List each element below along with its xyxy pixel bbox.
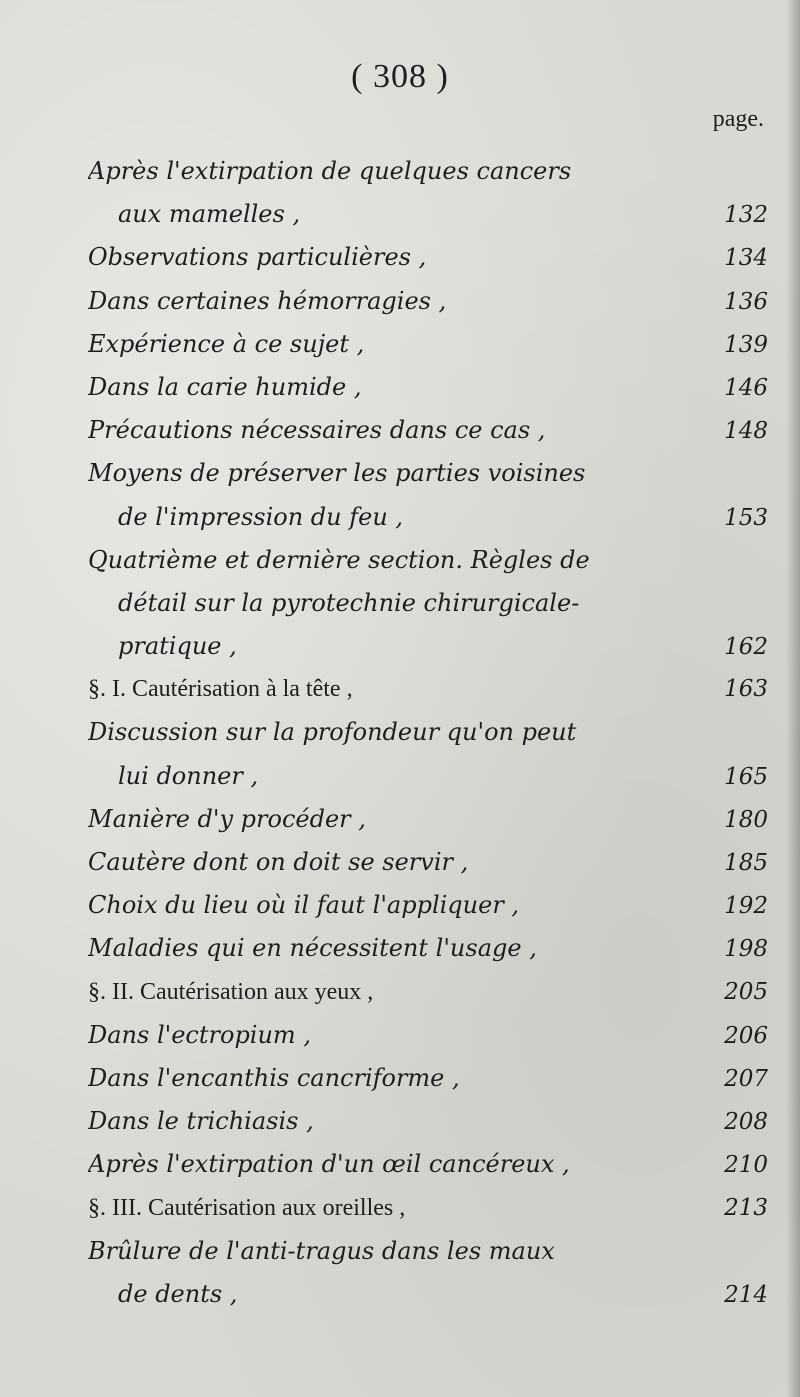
toc-entry <box>88 668 768 711</box>
toc-page-number: 214 <box>724 1281 768 1308</box>
toc-entry-line <box>88 280 768 323</box>
toc-entry <box>88 323 768 366</box>
toc-page-number: 136 <box>724 288 768 315</box>
toc-entry <box>88 452 768 538</box>
toc-entry-text: de dents , <box>118 1279 238 1308</box>
toc-entry-line <box>88 971 768 1014</box>
toc-entry-text: §. II. Cautérisation aux yeux , <box>88 978 374 1005</box>
toc-entry-line <box>88 193 768 236</box>
toc-entry-text: Dans le trichiasis , <box>88 1107 314 1136</box>
toc-entry-text: aux mamelles , <box>118 200 301 229</box>
toc-entry-text: Précautions nécessaires dans ce cas , <box>88 416 546 445</box>
toc-page-number: 207 <box>724 1065 768 1092</box>
toc-entry-line <box>88 366 768 409</box>
toc-entry-line <box>88 236 768 279</box>
toc-entry <box>88 280 768 323</box>
page-number-header: ( 308 ) <box>351 58 449 95</box>
toc-entry-text: de l'impression du feu , <box>118 502 404 531</box>
toc-page-number: 139 <box>724 331 768 358</box>
toc-entry-line <box>88 1014 768 1057</box>
toc-entry-text: pratique , <box>118 632 237 661</box>
toc-entry <box>88 1187 768 1230</box>
toc-page-number: 132 <box>724 202 768 229</box>
toc-entry-line <box>88 927 768 970</box>
table-of-contents <box>88 150 768 1316</box>
toc-entry-line <box>88 1273 768 1316</box>
toc-page-number: 153 <box>724 504 768 531</box>
toc-page-number: 208 <box>724 1109 768 1136</box>
toc-entry-line <box>88 841 768 884</box>
page-column-label: page. <box>712 106 764 132</box>
page-edge-shadow <box>786 0 800 1397</box>
toc-entry-line <box>88 539 768 582</box>
toc-entry <box>88 409 768 452</box>
toc-entry-text: Dans certaines hémorragies , <box>88 286 447 315</box>
toc-entry <box>88 971 768 1014</box>
toc-page-number: 146 <box>724 374 768 401</box>
toc-page-number: 162 <box>724 634 768 661</box>
toc-entry <box>88 366 768 409</box>
toc-entry-text: Quatrième et dernière section. Règles de <box>88 545 590 574</box>
toc-entry-line <box>88 582 768 625</box>
toc-entry-line <box>88 884 768 927</box>
toc-entry <box>88 884 768 927</box>
toc-entry-text: Brûlure de l'anti-tragus dans les maux <box>88 1236 555 1265</box>
toc-entry-text: Observations particulières , <box>88 243 427 272</box>
toc-entry <box>88 539 768 669</box>
toc-entry <box>88 798 768 841</box>
toc-entry-text: Expérience à ce sujet , <box>88 329 365 358</box>
toc-entry-text: Choix du lieu où il faut l'appliquer , <box>88 891 520 920</box>
toc-entry-line <box>88 1100 768 1143</box>
toc-page-number: 210 <box>724 1152 768 1179</box>
toc-entry-text: Moyens de préserver les parties voisines <box>88 459 586 488</box>
toc-entry <box>88 927 768 970</box>
toc-entry <box>88 1143 768 1186</box>
toc-entry <box>88 1014 768 1057</box>
toc-entry-line <box>88 452 768 495</box>
toc-entry-text: Cautère dont on doit se servir , <box>88 848 469 876</box>
toc-entry-text: §. III. Cautérisation aux oreilles , <box>88 1194 406 1221</box>
toc-entry-text: lui donner , <box>118 761 259 790</box>
toc-entry-line <box>88 1143 768 1186</box>
toc-page-number: 134 <box>724 245 768 272</box>
toc-entry <box>88 1057 768 1100</box>
toc-entry-line <box>88 1187 768 1230</box>
toc-entry-line <box>88 711 768 754</box>
toc-entry-text: Dans l'encanthis cancriforme , <box>88 1063 460 1092</box>
toc-page-number: 206 <box>724 1022 768 1049</box>
toc-entry-text: Maladies qui en nécessitent l'usage , <box>88 934 537 963</box>
toc-entry-line <box>88 755 768 798</box>
toc-entry-line <box>88 625 768 668</box>
toc-entry-text: Manière d'y procéder , <box>88 804 366 833</box>
toc-entry-line <box>88 1057 768 1100</box>
toc-page-number: 148 <box>724 418 768 445</box>
toc-entry <box>88 150 768 236</box>
toc-entry-line <box>88 496 768 539</box>
toc-page-number: 163 <box>724 676 768 703</box>
toc-entry-text: Dans l'ectropium , <box>88 1020 311 1049</box>
toc-entry-line <box>88 798 768 841</box>
toc-entry <box>88 841 768 884</box>
toc-entry-line <box>88 323 768 366</box>
toc-entry-line <box>88 409 768 452</box>
toc-entry-text: Dans la carie humide , <box>88 372 362 401</box>
toc-entry <box>88 1230 768 1316</box>
toc-page-number: 205 <box>724 978 768 1005</box>
toc-page-number: 213 <box>724 1194 768 1221</box>
toc-page-number: 192 <box>724 893 768 920</box>
toc-page-number: 198 <box>724 936 768 963</box>
toc-entry-line <box>88 150 768 193</box>
toc-entry <box>88 711 768 797</box>
toc-entry-text: Après l'extirpation de quelques cancers <box>88 157 572 185</box>
toc-entry-text: §. I. Cautérisation à la tête , <box>88 676 353 703</box>
toc-entry-text: Discussion sur la profondeur qu'on peut <box>88 718 577 747</box>
toc-entry <box>88 1100 768 1143</box>
toc-page-number: 165 <box>724 763 768 790</box>
toc-page-number: 180 <box>724 806 768 833</box>
toc-entry-line <box>88 668 768 711</box>
toc-entry-text: Après l'extirpation d'un œil cancéreux , <box>88 1150 570 1179</box>
toc-entry-line <box>88 1230 768 1273</box>
toc-page-number: 185 <box>724 850 768 876</box>
toc-entry-text: détail sur la pyrotechnie chirurgicale- <box>118 588 580 617</box>
toc-entry <box>88 236 768 279</box>
